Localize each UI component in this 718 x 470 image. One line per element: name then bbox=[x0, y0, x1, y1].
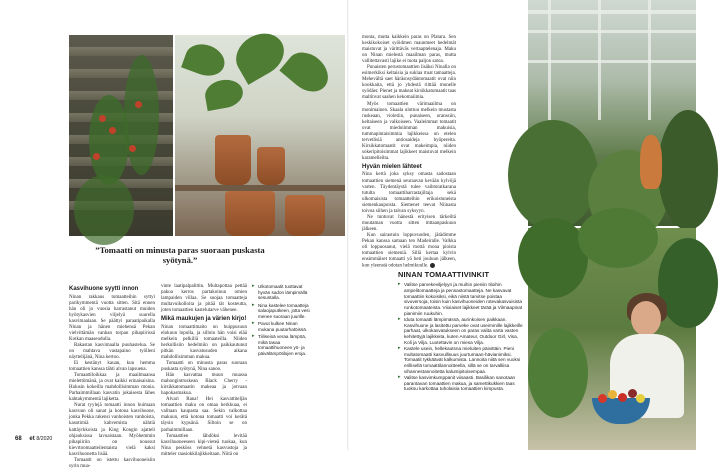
paragraph: Rakastan kasvimaalla puuhastelua. Se on mahtava vastapaino työlleni näyttelijänä, Nina kertoo. bbox=[69, 342, 155, 360]
tip-item: ▸ Valitse kasvimkumppanit viisaasti. Basilikan sanotaan parantavan tomaattien makua, ja samettikukkien taas tuoksu karkottaa tuholaisia tomaattien kimpusta. bbox=[398, 375, 526, 392]
paragraph bbox=[362, 233, 456, 270]
article-column-2 bbox=[161, 284, 247, 458]
paragraph: Tomaatit on istettu kasvihuoneisiin syrin mua- bbox=[69, 457, 155, 469]
paragraph: Tomaatti on minusta paras suoraan puskasta syötynä, Nina sanoo. bbox=[161, 361, 247, 373]
photo-clay-pots bbox=[175, 35, 345, 236]
paragraph: Ne tuntuvat hänestä erityisen tärkeiltä muutaman vuotta sitten mttaanpaskuun jälkeen. bbox=[362, 214, 456, 232]
cat bbox=[640, 135, 662, 189]
issue-number: 8/2020 bbox=[36, 436, 53, 442]
paragraph: Ninan tomaattimaito on huippusuun elokuun lopulla, ja silloin hän voisi elää melkein pelkillä tomaateilla. Niiden herkullisiin hedelmiin on paikkautunut pitkän kasvatusuden aikana mahdollisimman makua. bbox=[161, 324, 247, 360]
page-number: 68 bbox=[15, 436, 22, 442]
section-heading: Kasvihuone syytti innon bbox=[69, 286, 139, 292]
photo-captions bbox=[252, 284, 314, 358]
tip-box bbox=[398, 270, 526, 392]
paragraph: Alvari Rana! Hei kasvattiteljän tomaattien maku on omaa herkkuaa, ei valitaan kaupasta saa. Sekin valkottaa makuun, että kotona tomaatti voi kerätä täysin kypsänä. Siltoin se on parhaimmillaan. bbox=[161, 397, 247, 433]
tip-item: ▸ Valitse parvekeviljelyyn ja muihin pieniin tiloihin ampelitomaatteja ja pensastomaatteja. Ne kasvavat tomaattiin kokoisiksi, eikä niistä tarvitse poistaa sivuversoja, toisin kuin kasvihuoneiden rotevakasvuisista runkotomaateista. Viioiaiset lajikkeet tärää ja Vilmaapinat pianimiin ruukuhin. bbox=[398, 282, 526, 317]
section-heading: Mikä maukujen ja värien kirjo! bbox=[161, 316, 247, 323]
end-mark-icon bbox=[430, 263, 435, 268]
photo-greenhouse-cat bbox=[528, 0, 696, 226]
article-column-1 bbox=[69, 284, 155, 470]
caption-item: ▸ Nina kastelee tomaatteja salaojaputkeen, jotta vesi menee suoraan juurille. bbox=[252, 303, 314, 320]
paragraph: vinte laatipalpalittin. Multapottaa pettää pakoa kerros partakoinun omien lampaiden villaa. Se suojaa tomaatteja multavuikolloita ja pitää tät kosteutta, joten tomaattien kastelutarve vähenee. bbox=[161, 284, 247, 314]
paragraph: Tomaattien lähdöksi levitää kasvihuoneeseen kipi-vieteä tuokaa, kun Nina pesköss vehnetä kasvustoja ja mitteler raasiokkilajikkeitaan. Niitä on bbox=[161, 433, 247, 457]
paragraph: monta, mutta kaikkein paras on Platara. Sen keskikokoiset syöidmen maunmeet hedelmät maistuvat ja värittäväs vertaaptelenaja. Maku on Ninan mielestä maailman paras, mutta vallitettavasti lajike ei tuota paljon satoa. bbox=[362, 35, 456, 65]
caption-item: ▸ Tiiliseinä veraa lämpöä, mikä tasaa tomaattihuoneen yö- ja päivälämpötilojen eroja. bbox=[252, 334, 314, 356]
paragraph-text: Kun sairastuin loppuvuoden, jätädimme Pekan kanssa samaan ten Madeiralle. Valkka oli loppuosanut, vielä mottä mona pioista tomaattien siemeniä. Sillä kertaa kylvin ensimmäiset tomaatti yö heti jouluun jälkeen, kun yleenstä odotan helmikuulle. bbox=[362, 232, 456, 269]
tip-item: ▸ Kastele usein, hellekautsna mieluiten päivittäin. Pieni multatomaatti kasvullisuus juurtumaan-hävianimiksi. Tomaatit tykkäävät kalkumista. Lannoita niitä sen vuoksi erillisellä tomaattilannoitteella, sillä se on tarvalliisa vihannestannoitetta kalumipitoisempaa. bbox=[398, 346, 526, 375]
caption-item: ▸ Ulkotomaatit tuottavat hyvän sadon lämpimällä sesuntalla. bbox=[252, 284, 314, 301]
magazine-name: et bbox=[29, 436, 35, 442]
paragraph: Nurat tyylejä tomaatti innon huimaan kasvuun oli sanat ja kotona kasvihuone, jonka Pekka rakensi vanhoisten vanhoista, kasotimiä kahvemista nähtiä kattäyrkkoista ja King Kongin ajatteli ohjauksissa lavuaistaan. Myöhemmin pihapiiriin on noussut kievrtoomaatteilentaista vielä kaksi kasvihuonetta lisää. bbox=[69, 403, 155, 457]
page-gutter bbox=[347, 0, 349, 450]
paragraph: Punaisten perustomaattien lisäksi Ninalla on esimerkiksi keltaisia ja suklaa rtuat tamaatteja. Mehevältä saet häräsnsydäntomaatit ovat niin kookkaita, että jo yhdestä riittää monelle syödäer. Pienet ja makeat kirsikkatomaatit taas maltinvat saahen kekomaiimia. bbox=[362, 65, 456, 101]
tip-box-title: NINAN TOMAATTIVINKIT bbox=[398, 270, 490, 279]
page-footer bbox=[15, 436, 52, 442]
photo-woman-bowl bbox=[528, 228, 696, 450]
section-heading: Hyvän mielen lähteet bbox=[362, 163, 422, 170]
article-column-3 bbox=[362, 35, 456, 270]
paragraph: Nina kertä joka syksy omasta sadostaan tomaattien siemenä seuraavan kevään kylvöjä varten. Täydentäystä tulee vaihtoratkarana tutulta tomaattiharrastajiltaja sekä ulkomaisista tomaatteihin erikoistuneista siemenkaupoista. Siemenet teevat Niinasta toivoa siihen ja talvan syksyyn. bbox=[362, 172, 456, 214]
paragraph: Hän kasvattaa muun muassa mahongintruskean Black Cherry -kirsikkatomaatin makeaa ja jotvaan hapokasmakua. bbox=[161, 373, 247, 397]
paragraph: Myös tomaattien värimaailma on monimainen. Skaala ulottuu melkein mustasta ruskeaan, violetiin, punaiseen, oranssiin, keltaiseen ja valkoiseen. Vaaleimmat tomaatit ovat miedoiimman makuisia, tummapintaisimmia lajikkeissa on etelen tervetlisiä antiosaideja hyöpereita. Kirsikkatomaatit ovat makeimpia, niiden sokeripitoisimmat lajikkeet maistuvat melkein karamelleilta. bbox=[362, 101, 456, 161]
tip-item: ▸ Iduta tomaatti lämpimässä, aurinkoisen paikkaan. Kasvihuone ja lasitettu parveke ovat useimmille lajikkeille parhaat, ulkokasvatukseen on paras valita varta vasten kehitettyjä lajikkeita, kuten Amateur, Outdoor Girl, Visa, Koli ja Vilja. Luotettavin on miesa Vilja. bbox=[398, 317, 526, 346]
photo-tomato-wall bbox=[69, 35, 173, 236]
pull-quote: ”Tomaatti on minusta paras suoraan puskasta syötynä.” bbox=[95, 245, 265, 266]
paragraph: Ninan rakkaus tomaatteihin syttyi parikymmentä vuotta sitten. Sitä ennen hän oli jo vuosia harrastanut muiden hyötykasvien viljelyä suurella kasvimaalaan. Se päättyi paraatipaikalla Ninan ja hänen miehensä Pekan vielvittämän vanhan torpan pihapiirissä Kotkan maaseudulla. bbox=[69, 294, 155, 342]
caption-item: ▸ Pavut kulkee Ninan mukana puutarhatöissä. bbox=[252, 321, 314, 332]
paragraph: Tomaattiloikkaa ja maailmaansa mielettömänä, ja ovat kaikki erinaisaisina. Halusin kokeilla mahdollisimman monia. Parhaimmillaan kasvatin jokaisesta lähes kahtakymmentä lajiketta. bbox=[69, 373, 155, 403]
paragraph: Ei kestänyt kauan, kun hemma tomaattien kanssa tähti alvan lapsuena. bbox=[69, 361, 155, 373]
